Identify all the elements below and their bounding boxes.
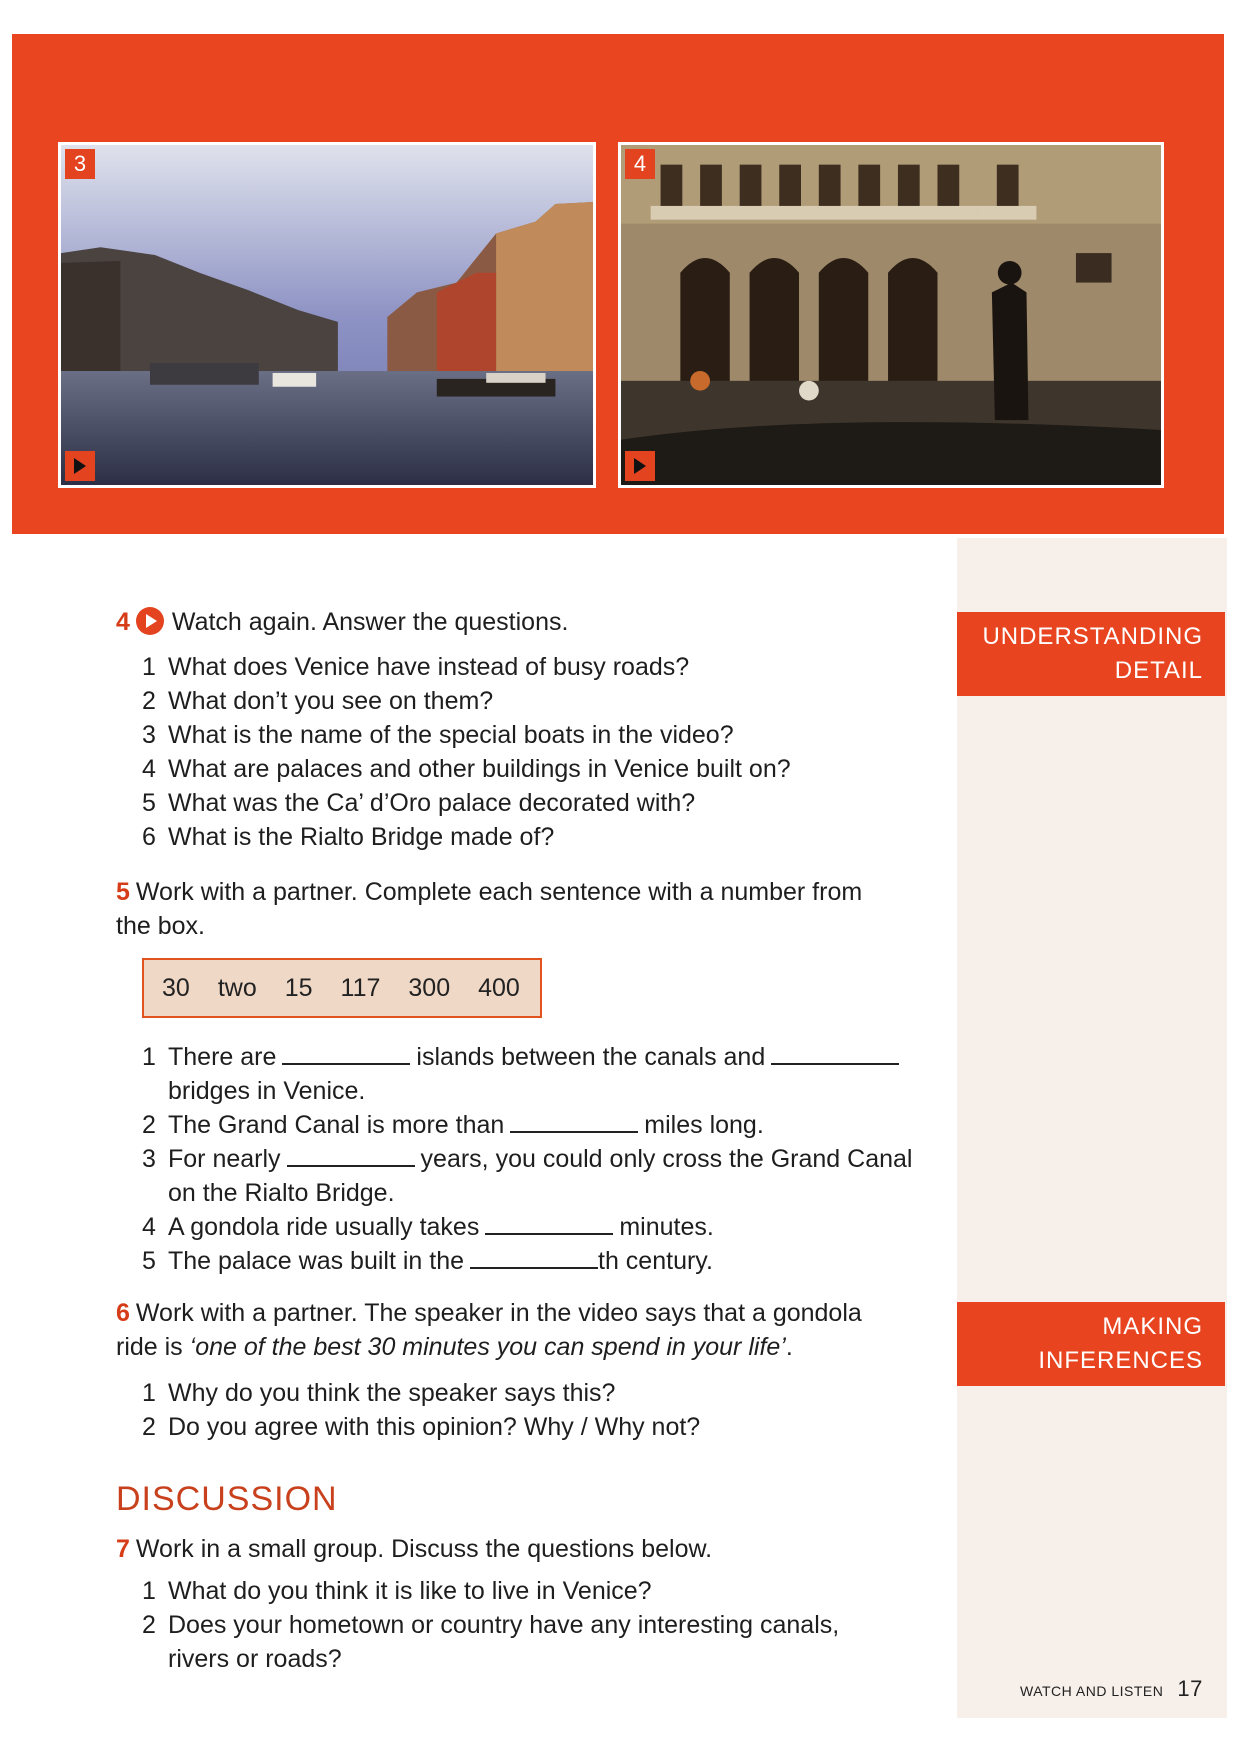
- answer-blank[interactable]: [282, 1043, 410, 1065]
- list-item: [142, 1574, 839, 1608]
- question-text: What does Venice have instead of busy roads?: [168, 653, 690, 681]
- page-number: 17: [1177, 1676, 1203, 1701]
- box-item: 30: [162, 973, 190, 1002]
- exercise-instruction: the box.: [116, 912, 205, 940]
- video-play-button[interactable]: [625, 451, 655, 481]
- exercise-instruction: Work in a small group. Discuss the questions below.: [135, 1535, 713, 1563]
- photo-grand-canal: [58, 142, 596, 488]
- quote-text: ‘one of the best 30 minutes you can spend in your life’: [189, 1333, 786, 1361]
- item-number: 6: [142, 823, 156, 851]
- sentence-text: years, you could only cross the Grand Canal: [420, 1145, 913, 1173]
- exercise-6-heading: [116, 1296, 862, 1364]
- exercise-instruction: Work with a partner. The speaker in the video says that a gondola: [135, 1299, 862, 1327]
- item-number: 4: [142, 755, 156, 783]
- item-number: 2: [142, 1111, 156, 1139]
- list-item: [142, 718, 791, 752]
- list-item: [142, 650, 791, 684]
- exercise-7-heading: [116, 1532, 712, 1566]
- label-making-inferences: [957, 1302, 1225, 1386]
- item-number: 2: [142, 1413, 156, 1441]
- list-item: [142, 786, 791, 820]
- question-text: Does your hometown or country have any interesting canals,: [168, 1611, 840, 1639]
- question-text: Why do you think the speaker says this?: [168, 1379, 616, 1407]
- exercise-instruction: Watch again. Answer the questions.: [171, 608, 569, 636]
- label-line: DETAIL: [1114, 657, 1203, 684]
- exercise-number: 5: [116, 878, 130, 906]
- sentence-text: There are: [168, 1043, 277, 1071]
- item-number: 3: [142, 1145, 156, 1173]
- question-text: What do you think it is like to live in Venice?: [168, 1577, 652, 1605]
- list-item: [142, 1040, 912, 1108]
- page-footer: [1020, 1676, 1203, 1702]
- box-item: 15: [284, 973, 313, 1002]
- box-item: two: [217, 973, 257, 1002]
- sentence-text: islands between the canals and: [416, 1043, 766, 1071]
- video-play-icon[interactable]: [136, 607, 164, 635]
- exercise-instruction: .: [785, 1333, 793, 1361]
- exercise-4-heading: [116, 605, 568, 639]
- label-line: UNDERSTANDING: [982, 623, 1203, 650]
- label-line: MAKING: [1102, 1313, 1203, 1340]
- item-number: 1: [142, 1379, 156, 1407]
- list-item: [142, 1108, 912, 1142]
- exercise-instruction: Work with a partner. Complete each sentence with a number from: [135, 878, 863, 906]
- question-text: What is the Rialto Bridge made of?: [168, 823, 555, 851]
- margin-sidebar: [957, 538, 1227, 1718]
- question-text: rivers or roads?: [168, 1645, 342, 1673]
- sentence-text: bridges in Venice.: [168, 1077, 366, 1105]
- exercise-number: 4: [116, 608, 130, 636]
- exercise-4-questions: [142, 650, 791, 854]
- exercise-6-questions: [142, 1376, 700, 1444]
- item-number: 1: [142, 1043, 156, 1071]
- sentence-text: minutes.: [619, 1213, 714, 1241]
- grand-canal-image: [61, 145, 593, 485]
- item-number: 2: [142, 1611, 156, 1639]
- box-item: 300: [408, 973, 451, 1002]
- item-number: 5: [142, 1247, 156, 1275]
- item-number: 4: [142, 1213, 156, 1241]
- list-item: [142, 752, 791, 786]
- exercise-instruction: ride is: [116, 1333, 190, 1361]
- photo-number-badge: 4: [625, 149, 655, 179]
- label-understanding-detail: [957, 612, 1225, 696]
- answer-blank[interactable]: [485, 1213, 613, 1235]
- exercise-number: 7: [116, 1535, 130, 1563]
- play-icon: [74, 458, 86, 474]
- list-item: [142, 1410, 700, 1444]
- photo-ca-doro: [618, 142, 1164, 488]
- answer-blank[interactable]: [771, 1043, 899, 1065]
- sentence-text: on the Rialto Bridge.: [168, 1179, 395, 1207]
- box-item: 400: [478, 973, 520, 1002]
- exercise-7-questions: [142, 1574, 839, 1676]
- question-text: What don’t you see on them?: [168, 687, 494, 715]
- item-number: 2: [142, 687, 156, 715]
- discussion-heading: DISCUSSION: [116, 1480, 338, 1518]
- sentence-text: A gondola ride usually takes: [168, 1213, 480, 1241]
- question-text: What was the Ca’ d’Oro palace decorated with?: [168, 789, 696, 817]
- sentence-text: The Grand Canal is more than: [168, 1111, 505, 1139]
- list-item: [142, 1608, 839, 1676]
- box-item: 117: [340, 973, 381, 1002]
- exercise-number: 6: [116, 1299, 130, 1327]
- sentence-text: The palace was built in the: [168, 1247, 465, 1275]
- item-number: 5: [142, 789, 156, 817]
- video-play-button[interactable]: [65, 451, 95, 481]
- item-number: 3: [142, 721, 156, 749]
- item-number: 1: [142, 653, 156, 681]
- list-item: [142, 684, 791, 718]
- question-text: What is the name of the special boats in the video?: [168, 721, 734, 749]
- question-text: What are palaces and other buildings in Venice built on?: [168, 755, 791, 783]
- photo-number-badge: 3: [65, 149, 95, 179]
- item-number: 1: [142, 1577, 156, 1605]
- exercise-5-sentences: [142, 1040, 912, 1278]
- exercise-5-heading: [116, 875, 862, 943]
- answer-blank[interactable]: [470, 1247, 598, 1269]
- answer-blank[interactable]: [510, 1111, 638, 1133]
- answer-blank[interactable]: [287, 1145, 415, 1167]
- section-name: WATCH AND LISTEN: [1020, 1683, 1164, 1699]
- list-item: [142, 1210, 912, 1244]
- sentence-text: For nearly: [168, 1145, 281, 1173]
- label-line: INFERENCES: [1038, 1347, 1203, 1374]
- number-box: [142, 958, 542, 1018]
- sentence-text: miles long.: [644, 1111, 764, 1139]
- list-item: [142, 1142, 912, 1210]
- list-item: [142, 820, 791, 854]
- ca-doro-image: [621, 145, 1161, 485]
- list-item: [142, 1244, 912, 1278]
- list-item: [142, 1376, 700, 1410]
- sentence-text: th century.: [598, 1247, 713, 1275]
- play-icon: [634, 458, 646, 474]
- question-text: Do you agree with this opinion? Why / Why not?: [168, 1413, 701, 1441]
